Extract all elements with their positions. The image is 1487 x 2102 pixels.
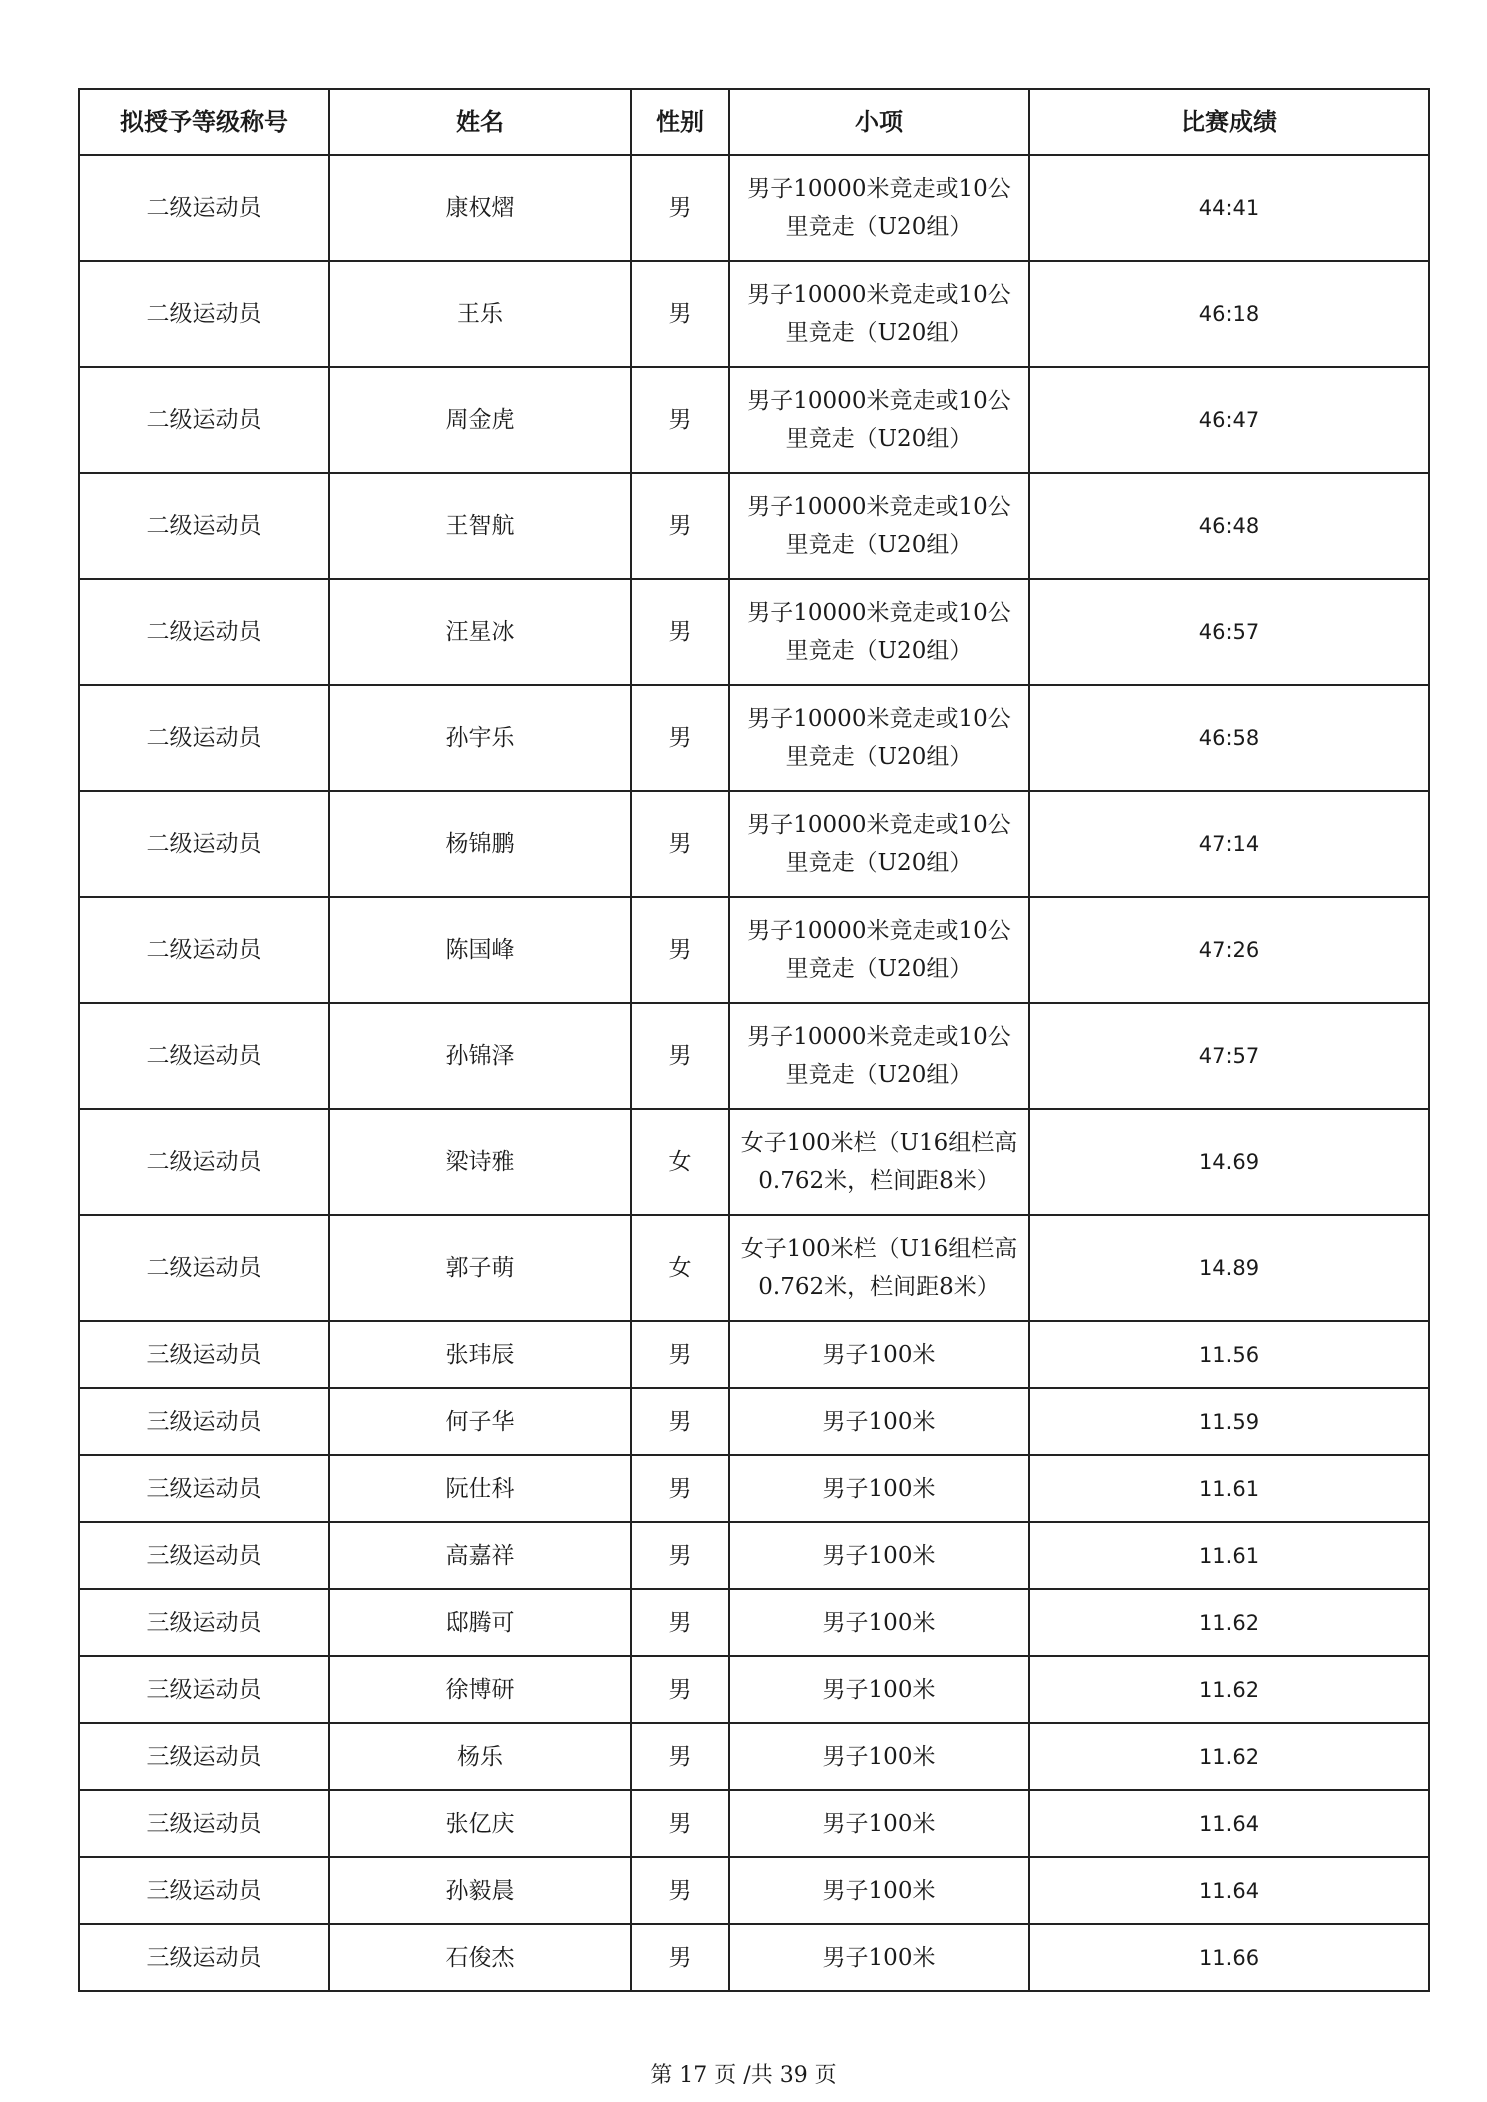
cell-event: 女子100米栏（U16组栏高0.762米，栏间距8米） — [729, 1109, 1029, 1215]
table-row — [79, 579, 1429, 685]
cell-result: 11.66 — [1029, 1924, 1429, 1991]
table-row — [79, 367, 1429, 473]
cell-gender: 男 — [631, 1388, 729, 1455]
cell-level: 三级运动员 — [79, 1656, 329, 1723]
table-row — [79, 1857, 1429, 1924]
header-level: 拟授予等级称号 — [79, 89, 329, 155]
cell-event: 男子10000米竞走或10公里竞走（U20组） — [729, 791, 1029, 897]
cell-name: 石俊杰 — [329, 1924, 631, 1991]
page-number-footer: 第 17 页 /共 39 页 — [650, 2063, 837, 2088]
cell-gender: 男 — [631, 1003, 729, 1109]
cell-level: 三级运动员 — [79, 1924, 329, 1991]
cell-result: 47:26 — [1029, 897, 1429, 1003]
table-row — [79, 685, 1429, 791]
cell-event: 男子10000米竞走或10公里竞走（U20组） — [729, 897, 1029, 1003]
cell-event: 男子100米 — [729, 1656, 1029, 1723]
cell-gender: 女 — [631, 1109, 729, 1215]
cell-result: 11.61 — [1029, 1455, 1429, 1522]
table-row — [79, 1215, 1429, 1321]
cell-level: 二级运动员 — [79, 1215, 329, 1321]
cell-event: 男子100米 — [729, 1321, 1029, 1388]
cell-result: 46:48 — [1029, 473, 1429, 579]
cell-name: 邸腾可 — [329, 1589, 631, 1656]
cell-gender: 男 — [631, 791, 729, 897]
header-event: 小项 — [729, 89, 1029, 155]
cell-event: 男子100米 — [729, 1857, 1029, 1924]
cell-name: 孙宇乐 — [329, 685, 631, 791]
cell-level: 三级运动员 — [79, 1589, 329, 1656]
cell-gender: 男 — [631, 1790, 729, 1857]
cell-name: 郭子萌 — [329, 1215, 631, 1321]
cell-gender: 男 — [631, 685, 729, 791]
table-row — [79, 1924, 1429, 1991]
cell-level: 二级运动员 — [79, 685, 329, 791]
cell-name: 孙毅晨 — [329, 1857, 631, 1924]
header-result: 比赛成绩 — [1029, 89, 1429, 155]
cell-name: 徐博研 — [329, 1656, 631, 1723]
cell-gender: 男 — [631, 1321, 729, 1388]
cell-event: 男子100米 — [729, 1388, 1029, 1455]
cell-level: 二级运动员 — [79, 473, 329, 579]
cell-name: 杨锦鹏 — [329, 791, 631, 897]
athlete-grade-table — [78, 88, 1430, 1992]
cell-gender: 男 — [631, 473, 729, 579]
table-row — [79, 897, 1429, 1003]
cell-level: 三级运动员 — [79, 1790, 329, 1857]
table-row — [79, 1522, 1429, 1589]
table-row — [79, 155, 1429, 261]
cell-level: 三级运动员 — [79, 1857, 329, 1924]
cell-level: 二级运动员 — [79, 1003, 329, 1109]
cell-event: 男子10000米竞走或10公里竞走（U20组） — [729, 579, 1029, 685]
cell-result: 11.62 — [1029, 1723, 1429, 1790]
cell-name: 高嘉祥 — [329, 1522, 631, 1589]
cell-event: 男子100米 — [729, 1522, 1029, 1589]
cell-gender: 男 — [631, 261, 729, 367]
cell-level: 二级运动员 — [79, 261, 329, 367]
cell-level: 二级运动员 — [79, 791, 329, 897]
cell-gender: 男 — [631, 1522, 729, 1589]
cell-name: 王乐 — [329, 261, 631, 367]
cell-name: 杨乐 — [329, 1723, 631, 1790]
cell-level: 二级运动员 — [79, 1109, 329, 1215]
table-row — [79, 1790, 1429, 1857]
cell-name: 康权熠 — [329, 155, 631, 261]
cell-name: 梁诗雅 — [329, 1109, 631, 1215]
cell-result: 44:41 — [1029, 155, 1429, 261]
cell-result: 11.64 — [1029, 1857, 1429, 1924]
header-gender: 性别 — [631, 89, 729, 155]
table-row — [79, 1109, 1429, 1215]
cell-level: 三级运动员 — [79, 1388, 329, 1455]
cell-gender: 男 — [631, 155, 729, 261]
cell-name: 王智航 — [329, 473, 631, 579]
cell-gender: 男 — [631, 1656, 729, 1723]
cell-level: 二级运动员 — [79, 897, 329, 1003]
cell-level: 二级运动员 — [79, 367, 329, 473]
cell-gender: 男 — [631, 1924, 729, 1991]
cell-result: 14.89 — [1029, 1215, 1429, 1321]
cell-event: 男子10000米竞走或10公里竞走（U20组） — [729, 261, 1029, 367]
table-row — [79, 791, 1429, 897]
cell-level: 三级运动员 — [79, 1455, 329, 1522]
header-name: 姓名 — [329, 89, 631, 155]
cell-gender: 男 — [631, 1455, 729, 1522]
table-row — [79, 473, 1429, 579]
cell-event: 男子10000米竞走或10公里竞走（U20组） — [729, 155, 1029, 261]
cell-level: 三级运动员 — [79, 1522, 329, 1589]
table-row — [79, 1723, 1429, 1790]
cell-gender: 男 — [631, 579, 729, 685]
cell-gender: 男 — [631, 1723, 729, 1790]
cell-name: 陈国峰 — [329, 897, 631, 1003]
table-header-row — [79, 89, 1429, 155]
table-row — [79, 1656, 1429, 1723]
cell-level: 三级运动员 — [79, 1723, 329, 1790]
cell-name: 汪星冰 — [329, 579, 631, 685]
cell-result: 47:57 — [1029, 1003, 1429, 1109]
cell-gender: 男 — [631, 897, 729, 1003]
cell-event: 男子10000米竞走或10公里竞走（U20组） — [729, 367, 1029, 473]
cell-event: 男子100米 — [729, 1723, 1029, 1790]
cell-event: 男子100米 — [729, 1455, 1029, 1522]
cell-result: 11.56 — [1029, 1321, 1429, 1388]
cell-result: 11.59 — [1029, 1388, 1429, 1455]
cell-result: 46:57 — [1029, 579, 1429, 685]
cell-event: 男子100米 — [729, 1589, 1029, 1656]
cell-level: 二级运动员 — [79, 155, 329, 261]
cell-result: 11.62 — [1029, 1656, 1429, 1723]
cell-event: 男子10000米竞走或10公里竞走（U20组） — [729, 1003, 1029, 1109]
cell-result: 11.64 — [1029, 1790, 1429, 1857]
cell-name: 阮仕科 — [329, 1455, 631, 1522]
cell-result: 11.61 — [1029, 1522, 1429, 1589]
table-row — [79, 1003, 1429, 1109]
cell-result: 46:58 — [1029, 685, 1429, 791]
cell-gender: 男 — [631, 1857, 729, 1924]
table-row — [79, 1455, 1429, 1522]
cell-result: 46:18 — [1029, 261, 1429, 367]
cell-result: 11.62 — [1029, 1589, 1429, 1656]
table-row — [79, 1388, 1429, 1455]
cell-result: 47:14 — [1029, 791, 1429, 897]
cell-name: 周金虎 — [329, 367, 631, 473]
table-row — [79, 1589, 1429, 1656]
cell-name: 张亿庆 — [329, 1790, 631, 1857]
cell-result: 46:47 — [1029, 367, 1429, 473]
cell-level: 三级运动员 — [79, 1321, 329, 1388]
cell-event: 男子10000米竞走或10公里竞走（U20组） — [729, 685, 1029, 791]
cell-name: 张玮辰 — [329, 1321, 631, 1388]
cell-name: 孙锦泽 — [329, 1003, 631, 1109]
cell-event: 男子100米 — [729, 1790, 1029, 1857]
table-row — [79, 1321, 1429, 1388]
cell-event: 男子10000米竞走或10公里竞走（U20组） — [729, 473, 1029, 579]
cell-result: 14.69 — [1029, 1109, 1429, 1215]
cell-level: 二级运动员 — [79, 579, 329, 685]
table-row — [79, 261, 1429, 367]
cell-gender: 男 — [631, 367, 729, 473]
cell-gender: 男 — [631, 1589, 729, 1656]
cell-event: 男子100米 — [729, 1924, 1029, 1991]
cell-event: 女子100米栏（U16组栏高0.762米，栏间距8米） — [729, 1215, 1029, 1321]
cell-gender: 女 — [631, 1215, 729, 1321]
cell-name: 何子华 — [329, 1388, 631, 1455]
